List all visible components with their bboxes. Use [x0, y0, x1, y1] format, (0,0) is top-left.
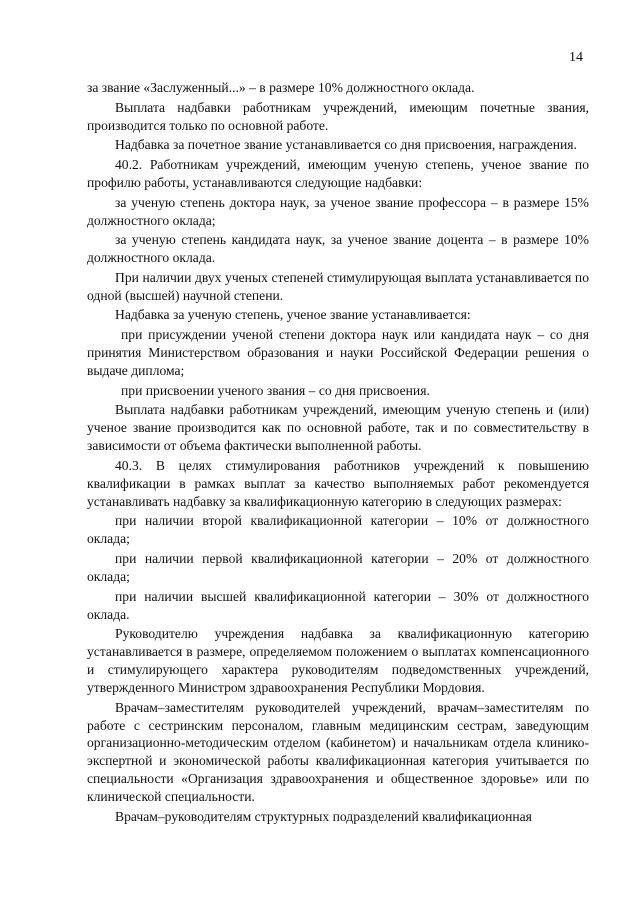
paragraph: 40.2. Работникам учреждений, имеющим ученую степень, ученое звание по профилю работы, устанавливаются следующие надбавки:: [87, 157, 589, 190]
paragraph: при наличии второй квалификационной категории – 10% от должностного оклада;: [87, 513, 589, 547]
paragraph: Выплата надбавки работникам учреждений, имеющим ученую степень и (или) ученое звание производится как по основной работе, так и по совместительству в зависимости от объема фактически выполненной работы.: [87, 402, 589, 454]
paragraph: Руководителю учреждения надбавка за квалификационную категорию устанавливается в размере, определяемом положением о выплатах компенсационного и стимулирующего характера руководителям подведомственных учреждений, утвержденного Министром здравоохранения Республики Мордовия.: [87, 626, 589, 695]
document-body: [87, 79, 589, 828]
paragraph: за звание «Заслуженный...» – в размере 10% должностного оклада.: [87, 80, 475, 95]
paragraph: при наличии высшей квалификационной категории – 30% от должностного оклада.: [87, 588, 589, 622]
page-number: 14: [569, 50, 583, 65]
paragraph: Выплата надбавки работникам учреждений, имеющим почетные звания, производится только по основной работе.: [87, 99, 589, 133]
paragraph: Надбавка за почетное звание устанавливается со дня присвоения, награждения.: [115, 137, 577, 153]
paragraph: при присуждении ученой степени доктора наук или кандидата наук – со дня принятия Министерством образования и науки Российской Федерации решения о выдаче диплома;: [87, 327, 589, 378]
paragraph: при наличии первой квалификационной категории – 20% от должностного оклада;: [87, 551, 589, 584]
paragraph: при присвоении ученого звания – со дня присвоения.: [121, 382, 430, 398]
paragraph: 40.3. В целях стимулирования работников учреждений к повышению квалификации в рамках выплат за качество выполняемых работ рекомендуется устанавливать надбавку за квалификационную категорию в следующих размерах:: [87, 457, 589, 509]
paragraph: Надбавка за ученую степень, ученое звание устанавливается:: [115, 307, 471, 323]
paragraph: за ученую степень доктора наук, за ученое звание профессора – в размере 15% должностного оклада;: [87, 194, 589, 228]
paragraph: Врачам–руководителям структурных подразделений квалификационная: [115, 808, 532, 824]
paragraph: Врачам–заместителям руководителей учреждений, врачам–заместителям по работе с сестринским персоналом, главным медицинским сестрам, заведующим организационно-методическим отделом (кабинетом) и начальникам отдела клинико-экспертной и экономической работы квалификационная категория учитывается по специальности «Организация здравоохранения и общественное здоровье» или по клинической специальности.: [87, 699, 589, 805]
paragraph: При наличии двух ученых степеней стимулирующая выплата устанавливается по одной (высшей) научной степени.: [87, 269, 589, 303]
paragraph: за ученую степень кандидата наук, за ученое звание доцента – в размере 10% должностного оклада.: [87, 232, 589, 266]
